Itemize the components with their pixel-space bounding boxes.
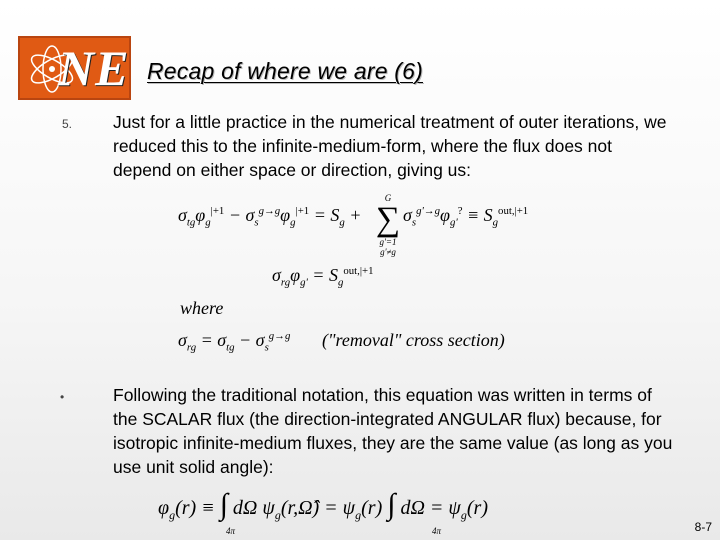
- paragraph-2: Following the traditional notation, this equation was written in terms of the SCALAR flux (the direction-integrated ANGULAR flux) because, for isotropic infinite-medium fluxes, they are the same value (as long as you use unit solid angle):: [113, 385, 673, 477]
- page-number: 8-7: [694, 520, 712, 534]
- integral-limit-2: 4π: [432, 526, 442, 536]
- logo-letters: NE: [58, 40, 130, 96]
- summation-block: [373, 193, 403, 257]
- where-label: where: [180, 298, 224, 318]
- logo: [18, 36, 131, 100]
- equation-removal-cross-section: $\sigma_{rg} = \sigma_{tg} - \sigma_s^{g\to g}$: [178, 330, 291, 354]
- sum-lower-limit-1: g'=1: [379, 237, 397, 247]
- equation-removal-form: $\sigma_{rg}\varphi_{g'} = S_g^{out,|+1}$: [272, 265, 374, 289]
- list-marker-number: 5.: [62, 117, 73, 131]
- removal-label: ("removal" cross section): [322, 330, 505, 350]
- equation-scalar-flux: $\varphi_g(r)$ ≡ ∫ dΩ $\psi_g(r,\Omegâ) = \psi_g(r)$ ∫ $d\Omega = \psi_g(r)$: [158, 488, 488, 522]
- sum-upper-limit: G: [384, 193, 392, 203]
- slide-title: Recap of where we are (6): [147, 58, 424, 84]
- sum-lower-limit-2: g'≠g: [380, 247, 396, 257]
- equation-balance: $\sigma_{tg}\varphi_g^{|+1} - \sigma_s^{g\to g}\varphi_g^{|+1} = S_g$ +: [178, 205, 362, 229]
- equation-balance-rhs: $\sigma_s^{g'\to g}\varphi_{g'}^? \equiv S_g^{out,|+1}$: [403, 205, 529, 229]
- integral-limit-1: 4π: [226, 526, 236, 536]
- paragraph-1: Just for a little practice in the numerical treatment of outer iterations, we reduced this to the infinite-medium-form, where the flux does not depend on either space or direction, giving us:: [113, 112, 667, 180]
- list-marker-bullet: •: [60, 390, 65, 404]
- summation-symbol: ∑: [375, 201, 401, 238]
